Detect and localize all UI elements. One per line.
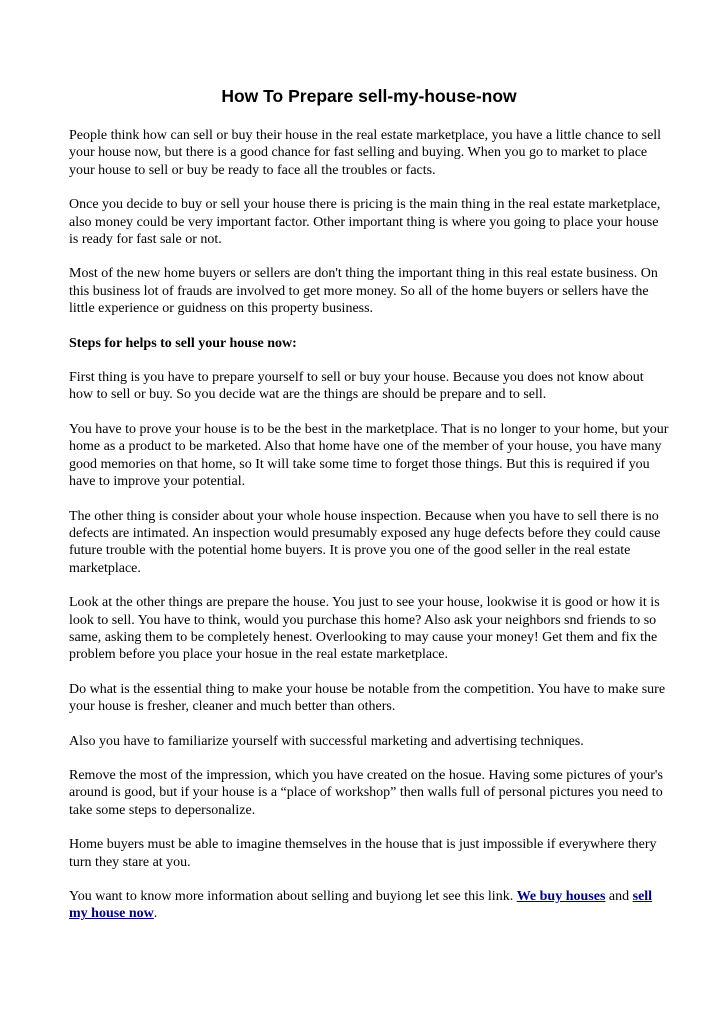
closing-text: .: [153, 906, 158, 922]
intro-paragraph: People think how can sell or buy their house in the real estate marketplace, you have a little chance to sell your house now, but there is a good chance for fast selling and buying. When you go to market to place your house to sell or buy be ready to face all the troubles or facts.: [69, 128, 662, 178]
step-paragraph: Remove the most of the impression, which you have created on the hosue. Having some pictures of your's around is good, but if your house is a “place of workshop” then walls full of personal pictures you need to take some steps to depersonalize.: [69, 767, 663, 818]
step-paragraph: Home buyers must be able to imagine themselves in the house that is just impossible if everywhere thery turn they stare at you.: [69, 837, 657, 870]
closing-text: You want to know more information about selling and buyiong let see this link.: [69, 889, 517, 904]
step-paragraph: You have to prove your house is to be the best in the marketplace. That is no longer to your home, but your home as a product to be marketed. Also that home have one of the member of your house, you have many good memories on that home, so It will take some time to forget those things. But this is required if you have to improve your potential.: [69, 421, 669, 490]
document-title: How To Prepare sell-my-house-now: [221, 86, 517, 106]
we-buy-houses-link[interactable]: We buy houses: [516, 889, 606, 904]
step-paragraph: Look at the other things are prepare the house. You just to see your house, lookwise it is good or how it is look to sell. You have to think, would you purchase this home? Also ask your neighbors snd friends to so same, asking them to be completely henest. Overlooking to may cause your money! Get them and fix the problem before you place your hosue in the real estate marketplace.: [69, 595, 660, 663]
closing-paragraph: [69, 888, 669, 923]
step-paragraph: Do what is the essential thing to make your house be notable from the competition. You have to make sure your house is fresher, cleaner and much better than others.: [69, 681, 666, 715]
steps-heading: Steps for helps to sell your house now:: [69, 335, 297, 351]
step-paragraph: The other thing is consider about your whole house inspection. Because when you have to sell there is no defects are intimated. An inspection would presumably exposed any huge defects before they could cause future trouble with the potential home buyers. It is prove you one of the good seller in the real estate marketplace.: [69, 508, 661, 576]
step-paragraph: First thing is you have to prepare yourself to sell or buy your house. Because you does not know about how to sell or buy. So you decide wat are the things are should be prepare and to sell.: [69, 370, 644, 403]
document-page: [69, 84, 669, 940]
closing-text: and: [605, 889, 633, 904]
sell-my-house-now-link[interactable]: sell my house now: [69, 889, 653, 922]
step-paragraph: Also you have to familiarize yourself with successful marketing and advertising techniques.: [69, 733, 584, 749]
pricing-paragraph: Once you decide to buy or sell your house there is pricing is the main thing in the real estate marketplace, also money could be very important factor. Other important thing is where you going to place your house is ready for fast sale or not.: [69, 197, 661, 248]
buyers-paragraph: Most of the new home buyers or sellers are don't thing the important thing in this real estate business. On this business lot of frauds are involved to get more money. So all of the home buyers or sellers have the little experience or guidness on this property business.: [69, 266, 658, 317]
